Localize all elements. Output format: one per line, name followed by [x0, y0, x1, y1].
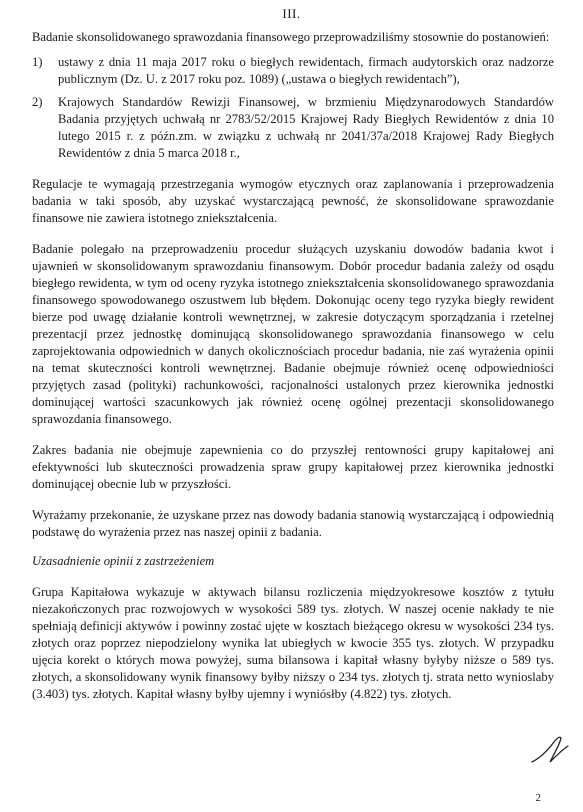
intro-paragraph: Badanie skonsolidowanego sprawozdania finansowego przeprowadziliśmy stosownie do postanowień:: [32, 30, 550, 44]
qualified-opinion-subheading: Uzasadnienie opinii z zastrzeżeniem: [32, 554, 215, 568]
list-item-number: 2): [32, 95, 43, 109]
ethics-paragraph: Regulacje te wymagają przestrzegania wymogów etycznych oraz zaplanowania i przeprowadzenia badania w taki sposób, aby uzyskać wystarczającą pewność, że skonsolidowane sprawozdanie finansowe nie zawiera istotnego zniekształcenia.: [32, 177, 554, 225]
signature-mark: [530, 732, 570, 768]
list-item: [32, 54, 554, 88]
list-item: [32, 94, 554, 162]
page-content: [32, 29, 554, 703]
procedures-paragraph: Badanie polegało na przeprowadzeniu procedur służących uzyskaniu dowodów badania kwot i ujawnień w skonsolidowanym sprawozdaniu finansowym. Dobór procedur badania zależy od osądu biegłego rewidenta, w tym od oceny ryzyka istotnego zniekształcenia skonsolidowanego sprawozdania finansowego spowodowanego oszustwem lub błędem. Dokonując oceny tego ryzyka biegły rewident bierze pod uwagę działanie kontroli wewnętrznej, w zakresie dotyczącym sporządzania i rzetelnej prezentacji przez jednostkę dominującą skonsolidowanego sprawozdania finansowego w celu zaprojektowania odpowiednich w danych okolicznościach procedur badania, nie zaś wyrażenia opinii na temat skuteczności kontroli wewnętrznej. Badanie obejmuje również ocenę odpowiedniości przyjętych zasad (polityki) rachunkowości, racjonalności ustalonych przez kierownika jednostki dominującej wartości szacunkowych jak również ocenę ogólnej prezentacji skonsolidowanego sprawozdania finansowego.: [32, 242, 554, 426]
list-item-number: 1): [32, 55, 43, 69]
standards-list: [32, 54, 554, 162]
section-heading: III.: [282, 6, 301, 21]
qualified-opinion-paragraph: Grupa Kapitałowa wykazuje w aktywach bilansu rozliczenia międzyokresowe kosztów z tytułu niezakończonych prac rozwojowych w wysokości 589 tys. złotych. W naszej ocenie nakłady te nie spełniają definicji aktywów i powinny zostać ujęte w kosztach bieżącego okresu w wysokości 234 tys. złotych oraz poprzez niepodzielony wynika lat ubiegłych w kwocie 355 tys. złotych. W przypadku ujęcia korekt o których mowa powyżej, suma bilansowa i kapitał własny byłyby niższe o 589 tys. złotych, a skonsolidowany wynik finansowy byłby niższy o 234 tys. złotych tj. strata netto wynioslaby (3.403) tys. złotych. Kapitał własny byłby ujemny i wyniósłby (4.822) tys. złotych.: [32, 585, 554, 701]
list-item-text: Krajowych Standardów Rewizji Finansowej, w brzmieniu Międzynarodowych Standardów Badania przyjętych uchwałą nr 2783/52/2015 Krajowej Rady Biegłych Rewidentów z dnia 10 lutego 2015 r. z późn.zm. w związku z uchwałą nr 2041/37a/2018 Krajowej Rady Biegłych Rewidentów z dnia 5 marca 2018 r.,: [58, 95, 554, 160]
list-item-text: ustawy z dnia 11 maja 2017 roku o biegłych rewidentach, firmach audytorskich oraz nadzorze publicznym (Dz. U. z 2017 roku poz. 1089) („ustawa o biegłych rewidentach”),: [58, 55, 554, 86]
page-number: 2: [535, 792, 541, 804]
evidence-paragraph: Wyrażamy przekonanie, że uzyskane przez nas dowody badania stanowią wystarczającą i odpowiednią podstawę do wyrażenia przez nas naszej opinii z badania.: [32, 508, 554, 539]
scope-paragraph: Zakres badania nie obejmuje zapewnienia co do przyszłej rentowności grupy kapitałowej ani efektywności lub skuteczności prowadzenia spraw grupy kapitałowej przez kierownika jednostki dominującej obecnie lub w przyszłości.: [32, 443, 554, 491]
